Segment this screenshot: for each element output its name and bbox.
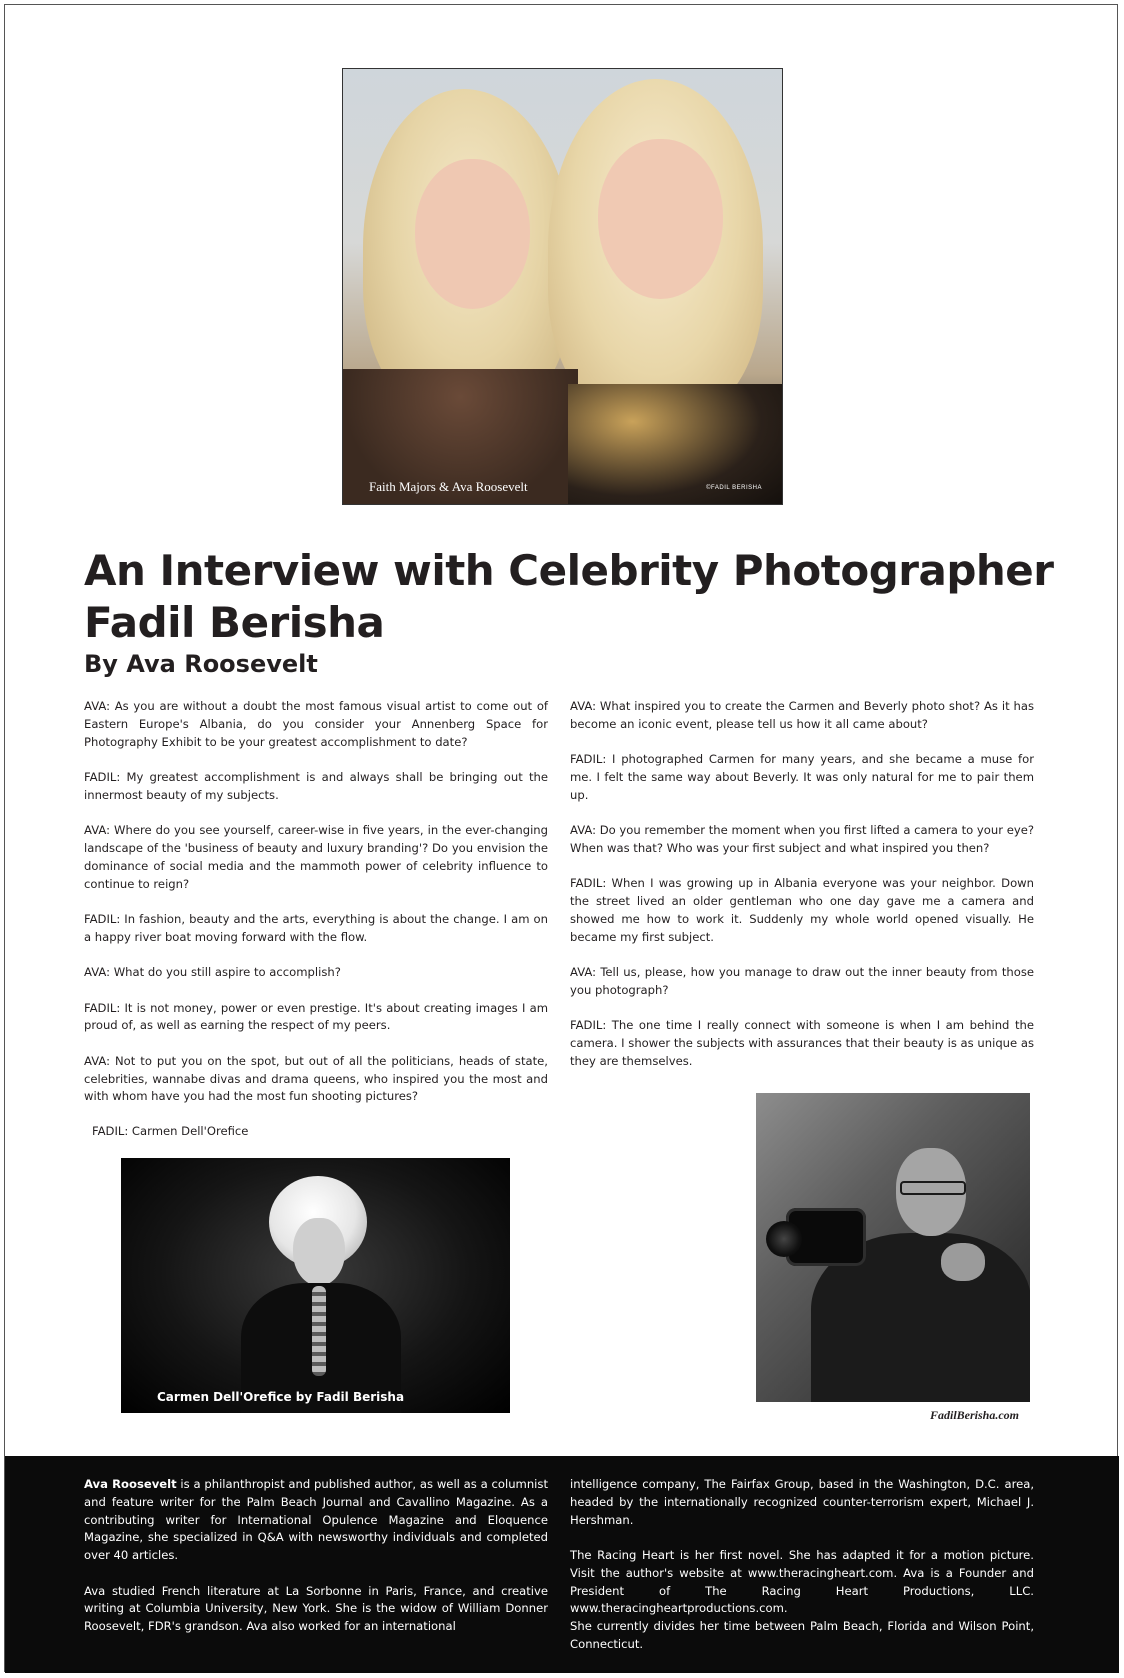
bio-paragraph: She currently divides her time between Palm Beach, Florida and Wilson Point, Connecticut. (570, 1619, 1034, 1651)
interview-paragraph: AVA: As you are without a doubt the most famous visual artist to come out of Eastern Europe's Albania, do you consider your Annenberg Space for Photography Exhibit to be your greatest accomplishment to date? (84, 699, 548, 749)
fadil-photo (756, 1093, 1030, 1402)
bio-paragraph: Ava studied French literature at La Sorbonne in Paris, France, and creative writing at Columbia University, New York. She is the widow of William Donner Roosevelt, FDR's grandson. Ava also worked for an international (84, 1583, 548, 1634)
interview-final-answer: FADIL: Carmen Dell'Orefice (92, 1124, 249, 1138)
carmen-photo (121, 1158, 510, 1413)
portrait-face-left (415, 159, 530, 309)
interview-right-column (570, 698, 1034, 1088)
bio-paragraph: The Racing Heart is her first novel. She has adapted it for a motion picture. Visit the author's website at www.theracingheart.com. Ava is a Founder and President of The Racing Heart Productions, LLC. www.theracingheartproductions.com. (570, 1547, 1034, 1616)
interview-paragraph: AVA: Where do you see yourself, career-wise in five years, in the ever-changing landscape of the 'business of beauty and luxury branding'? Do you envision the dominance of social media and the mammoth power of celebrity influence to continue to reign? (84, 823, 548, 891)
portrait-face-right (598, 139, 723, 299)
carmen-necklace (312, 1286, 326, 1376)
photographer-website: FadilBerisha.com (930, 1408, 1020, 1422)
interview-paragraph: AVA: Do you remember the moment when you first lifted a camera to your eye? When was that? Who was your first subject and what inspired you then? (570, 823, 1034, 855)
interview-paragraph: FADIL: My greatest accomplishment is and always shall be bringing out the innermost beauty of my subjects. (84, 769, 548, 802)
fadil-hand (941, 1243, 985, 1281)
bio-intro-text: is a philanthropist and published author, as well as a columnist and feature writer for the Palm Beach Journal and Cavallino Magazine. As a contributing writer for International Opulence Magazine and Eloquence Magazine, she specialized in Q&A with newsworthy individuals and completed over 40 articles. (84, 1477, 548, 1563)
interview-paragraph: AVA: What do you still aspire to accomplish? (84, 965, 341, 980)
interview-paragraph: AVA: Tell us, please, how you manage to draw out the inner beauty from those you photograph? (570, 965, 1034, 997)
article-title: An Interview with Celebrity Photographer Fadil Berisha (84, 546, 1054, 647)
cover-caption: Faith Majors & Ava Roosevelt (369, 479, 528, 494)
interview-left-column (84, 698, 548, 1124)
interview-paragraph: FADIL: The one time I really connect with someone is when I am behind the camera. I shower the subjects with assurances that their beauty is as unique as they are themselves. (570, 1018, 1034, 1068)
fadil-glasses (900, 1181, 966, 1195)
article-byline: By Ava Roosevelt (84, 650, 318, 678)
bio-author-name: Ava Roosevelt (84, 1477, 177, 1491)
cover-photo-credit: ©FADIL BERISHA (706, 485, 762, 491)
interview-paragraph: FADIL: It is not money, power or even prestige. It's about creating images I am proud of, as well as earning the respect of my peers. (84, 1000, 548, 1033)
bio-paragraph (84, 1476, 548, 1565)
bio-right-column (570, 1476, 1034, 1654)
interview-paragraph: FADIL: When I was growing up in Albania everyone was your neighbor. Down the street lived an older gentleman who one day gave me a camera and showed me how to work it. Suddenly my whole world opened visually. He became my first subject. (570, 876, 1034, 944)
cover-photo (342, 68, 783, 505)
interview-paragraph: FADIL: In fashion, beauty and the arts, everything is about the change. I am on a happy river boat moving forward with the flow. (84, 911, 548, 944)
author-bio-band (5, 1456, 1119, 1673)
bio-left-column (84, 1476, 548, 1654)
interview-paragraph: FADIL: I photographed Carmen for many years, and she became a muse for me. I felt the same way about Beverly. It was only natural for me to pair them up. (570, 752, 1034, 802)
camera-lens (766, 1221, 802, 1257)
bio-paragraph: intelligence company, The Fairfax Group, based in the Washington, D.C. area, headed by the internationally recognized counter-terrorism expert, Michael J. Hershman. (570, 1477, 1034, 1527)
interview-paragraph: AVA: Not to put you on the spot, but out of all the politicians, heads of state, celebrities, wannabe divas and drama queens, who inspired you the most and with whom have you had the most fun shooting pictures? (84, 1053, 548, 1104)
interview-paragraph: AVA: What inspired you to create the Carmen and Beverly photo shot? As it has become an iconic event, please tell us how it all came about? (570, 699, 1034, 731)
carmen-face (293, 1218, 345, 1286)
carmen-photo-caption: Carmen Dell'Orefice by Fadil Berisha (157, 1390, 405, 1404)
